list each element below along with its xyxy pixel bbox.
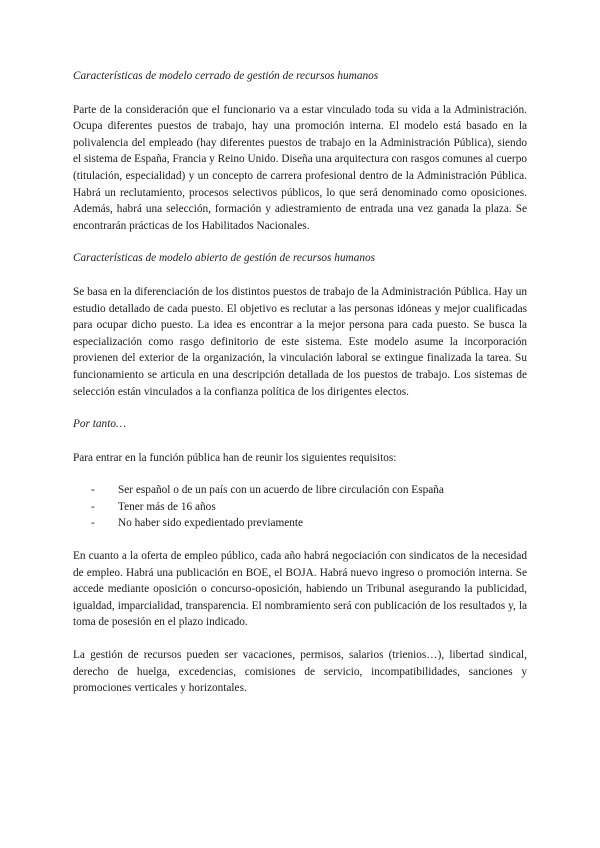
list-dash: - bbox=[91, 517, 95, 530]
paragraph-employment-offer: En cuanto a la oferta de empleo público, cada año habrá negociación con sindicatos de la necesidad de empleo. Habrá una publicación en BOE, el BOJA. Habrá nuevo ingreso o promoción interna. Se accede mediante oposición o concurso-oposición, habiendo un Tribunal asegurando la publicidad, igualdad, imparcialidad, transparencia. El nombramiento será con publicación de los resultados y, la toma de posesión en el plazo indicado. bbox=[73, 550, 527, 629]
list-item-text: Tener más de 16 años bbox=[118, 500, 216, 513]
paragraph-requirements-intro: Para entrar en la función pública han de reunir los siguientes requisitos: bbox=[73, 451, 397, 464]
paragraph-closed-model: Parte de la consideración que el funcionario va a estar vinculado toda su vida a la Administración. Ocupa diferentes puestos de trabajo, hay una promoción interna. El modelo está basado en la polivalencia del empleado (hay diferentes puestos de trabajo en la Administración Pública), siendo el sistema de España, Francia y Reino Unido. Diseña una arquitectura con rasgos comunes al cuerpo (titulación, especialidad) y un concepto de carrera profesional dentro de la Administración Pública. Habrá un reclutamiento, procesos selectivos públicos, lo que será denominado como oposiciones. Además, habrá una selección, formación y adiestramiento de entrada una vez ganada la plaza. Se encontrarán prácticas de los Habilitados Nacionales. bbox=[73, 103, 527, 232]
list-item-text: Ser español o de un país con un acuerdo de libre circulación con España bbox=[118, 484, 444, 497]
list-item bbox=[73, 482, 527, 499]
heading-open-model: Características de modelo abierto de gestión de recursos humanos bbox=[73, 252, 376, 265]
list-dash: - bbox=[91, 500, 95, 513]
list-item bbox=[73, 499, 527, 516]
paragraph-resource-management: La gestión de recursos pueden ser vacaciones, permisos, salarios (trienios…), libertad sindical, derecho de huelga, excedencias, comisiones de servicio, incompatibilidades, sanciones y promociones verticales y horizontales. bbox=[73, 649, 527, 695]
heading-therefore: Por tanto… bbox=[73, 418, 127, 431]
list-dash: - bbox=[91, 484, 95, 497]
requirements-list bbox=[73, 482, 527, 532]
document-page bbox=[73, 68, 527, 713]
paragraph-open-model: Se basa en la diferenciación de los distintos puestos de trabajo de la Administración Pública. Hay un estudio detallado de cada puesto. El objetivo es reclutar a las personas idóneas y mejor cualificadas para ocupar dicho puesto. La idea es encontrar a la mejor persona para cada puesto. Se busca la especialización como rasgo definitorio de este sistema. Este modelo asume la incorporación provienen del exterior de la organización, la vinculación laboral se extingue finalizada la tarea. Su funcionamiento se articula en una descripción detallada de los puestos de trabajo. Los sistemas de selección están vinculados a la confianza política de los dirigentes electos. bbox=[73, 285, 527, 398]
heading-closed-model: Características de modelo cerrado de gestión de recursos humanos bbox=[73, 70, 379, 82]
list-item-text: No haber sido expedientado previamente bbox=[118, 517, 304, 530]
list-item bbox=[73, 515, 527, 532]
